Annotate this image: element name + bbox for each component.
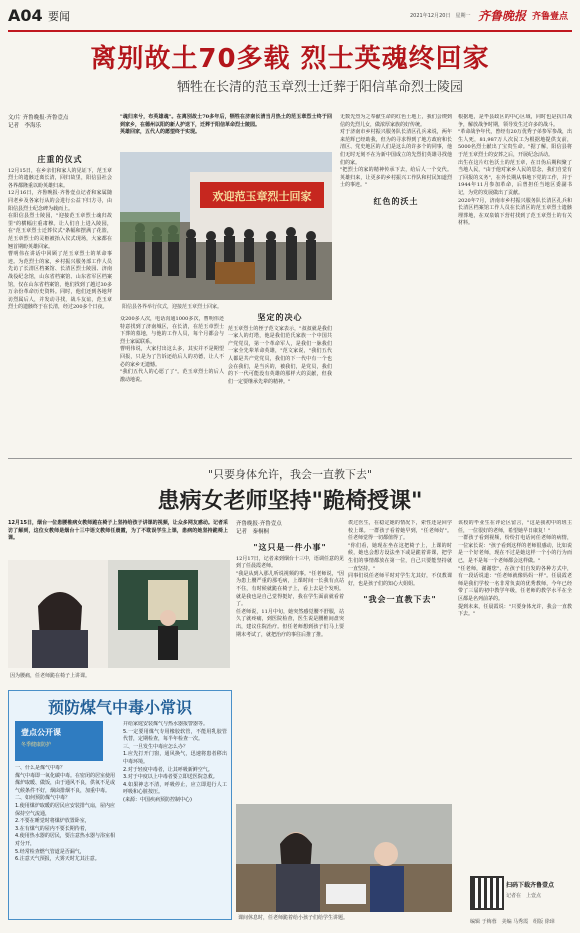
story1-photo-caption: 阳信县各界举行仪式，迎接范玉章烈士回家。 — [122, 304, 223, 310]
qr-code[interactable] — [470, 876, 504, 910]
story2-col1-text: 12月17日，记者来到烟台十三中，语调任意的见到了任晨霞老师。 "我是从到入那儿听说视频的事。"任老师说，"因为患上腰严重的那毛病，上课时间一长我有点站不住，有时候就跪在椅子上，看上去是个发明。就是我也是自己觉得挺好，我在学生面前就看着了。 任老师说，11月中旬，她突然感觉腰不舒服，站久了就疼痛，到医院检查，医生说是腰椎间盘突出，建议住院治疗。但任老师想到孩子们马上要期末考试了，就把治疗的事往后推了推。 — [236, 555, 344, 638]
banner-text: 欢迎范玉章烈士回家 — [212, 190, 312, 203]
header-divider — [8, 30, 572, 32]
story1-subhead-2: 坚定的决心 — [257, 313, 303, 322]
story1-col2: 众200多人次，电话沟通1000多次，曹明伟还特意找到了济南城区，在长清，在范玉章烈士下葬的墓地，与他的工作人员，每个月都会与烈士家属联系。 曹明伟说，大家付出这么多，其实并不是期望回报，只是为了告诉还给后人的功德，让人不必的家乡无遗憾。 "我们五代人的心愿了了"。范玉章烈士的后人激动地说。 — [120, 316, 224, 383]
qr-caption: 扫码下载齐鲁壹点 — [506, 882, 555, 889]
story1-col1-text: 12月15日，在乡亲们和家人的见证下，范玉章烈士的遗骸迁离长清，回归故里，阳信县社会各界都隆重以盼英雄归来。 12月16日，齐鲁晚报·齐鲁壹点记者和家属随同老乡及各家行从的会进行公益下归方寻，由阳信县烈士纪念碑为载而上。 在阳信县烈士陵园，"迎接范玉章烈士魂归故里"的横幅庄重肃穆。让人们自上进入陵园，在"范玉章烈士迁葬仪式"条幅和摆满了花篮，范玉章烈士的灵柩被抬入仪式现场，大家都在翘首期盼英雄回家。 曹明伟在讲话中回顾了范玉章烈士的革命事迹。为范烈士的家，乡村振兴服务部工作人员先访了长清区档案馆、长清区烈士陵园、济南战役纪念馆，山东省档案馆、山东省军区档案馆，仅在山东省档案馆，他们找到了越过30多万余份革命历史资料。同时，他们还到各地拜访烈属后人，并发动寻找，战斗友谊，范玉章烈士的遗骸终于在长清，经过200多个日夜。 — [8, 167, 112, 311]
story2-photo2-caption: 课间休息时，任老师跪着给小孩子们给学生讲题。 — [238, 915, 349, 921]
classroom-photo-illustration — [236, 804, 452, 912]
story2-byline: 齐鲁晚报·齐鲁壹点 记者 秦桐桐 — [236, 521, 282, 535]
story1-photo — [120, 152, 332, 300]
story1-title: 离别故土70多载 烈士英魂终回家 — [90, 44, 490, 74]
story1-col5: 根据地，是毕县政区的中心区域，同时也是抗日战争，解放战争时期，领导发生过许多的战斗。 "革命战争年代，曾经有20万优秀子弟参军参战，出生人死，81,987万人次民工为根据地提供支前，5000名烈士献出了宝贵生命。"据了解，阳信县将于范玉章烈士的安葬之后，开展纪念活动。 出生在这片红色沃土的范玉章，在日伪后期积聚了当地人民，"由于他对家乡人民的思念，我们自觉有了回报的义务"，在外长期从事地下党的工作，并于1944年11月参加革命，后曾担任当地区委副书记，为党的发展做出了贡献。 2020年7月，济南市乡村振兴服务队长清区孔兵和长清区档案馆工作人员在长清区的范玉章烈士遗骸埋葬地，在双泉镇下营村找到了范玉章烈士的有关材料。 — [458, 114, 572, 227]
page-code: A04 — [8, 6, 43, 25]
story1-col4 — [340, 114, 452, 452]
story2-subhead-1: "这只是一件小事" — [253, 543, 327, 552]
story1-col3-text: 范玉章烈士的侄子范文家表示，"叔叔就是我们一家人的灯塔，他是我们范氏家族一个中国共产党党员，第一个革命军人，是我们一脉我们一家全先辈革命英雄，"范文家说，"我们五代人都是共产党党员，我们的下一代中有一个也会在我们，是当兵的，被我们，是党员，我们的下一代可能没有英雄的那样大的贡献，但我们一定要继承先辈的精神。" — [228, 325, 332, 385]
story3-text2: 并给家庭安装煤气与热水器报警器等。 5.一定要用煤气专用橡胶软管，不能用乳胶管代替，定期检查，每半年检查一次。 三、一旦发生中毒应怎么办？ 1.应先打开门窗，通风换气，迅速将患者移出中毒环境。 2.对于轻度中毒者，让其呼吸新鲜空气。 3.对于中度以上中毒者要立即送医院急救。 4.如果神志不清，呼吸停止，应立即进行人工呼吸和心脏按压。 (来源：中国疾病预防控制中心) — [123, 721, 227, 803]
teacher-photo-illustration — [8, 560, 230, 668]
story1-lead: "魂归来兮，布英雄魂"。在离别故土70多年后，牺牲在济南长清当月热土的范玉章烈士终于回到家乡，在德州以阳的新人护送下，迁葬于阳信革命烈士陵园。 英雄回家，五代人的愿望终于实现。 — [120, 114, 332, 136]
story2-photo — [8, 560, 230, 668]
story3-box — [8, 690, 232, 920]
ceremony-photo-illustration — [120, 152, 332, 300]
story2-photo2 — [236, 804, 452, 912]
story3-badge — [15, 721, 103, 761]
story1-subhead-3: 红色的沃土 — [373, 196, 419, 206]
story2-lead: 12月15日，烟台一位患腰椎病女教师跪在椅子上坚持给孩子讲课的视频，让众多网友感动。记者采访了解到，这位女教师是烟台十三中语文教师任晨霞，为了不耽误学生上课，患病的她坚持跪椅上课。 — [8, 520, 228, 542]
story2-kicker: "只要身体允许，我会一直教下去" — [207, 468, 373, 481]
story2-col3: 该校的毕业生在评论区留言，"这是我初中的班主任，一位很好的老师，希望她早日康复！" 一群孩子看到视频，纷纷打电话问任老师的病情，一位家长说："孩子看到这样的老师很感动，比如说是一个好老师，现在不过是她这样一个小的行为而已，是不是每一个老师都会这样做。" "任老师，谢谢您"，在孩子们自发的各种方式中，有一段话说道："任老师就像妈妈一样"。任晨霞老师是我们学校一名非常负责的优秀教师，今年已经带了三届的初中教学年级，任老师的教学水平在全区都是名列前茅的。 提到未来，任晨霞说："只要身体允许，我会一直教下去。" — [458, 520, 572, 618]
story3-title: 预防煤气中毒小常识 — [47, 698, 192, 717]
story1-subtitle: 牺牲在长清的范玉章烈士迁葬于阳信革命烈士陵园 — [176, 80, 463, 95]
story3-badge-sub: 冬季健康防护 — [21, 742, 52, 748]
story3-badge-text: 壹点公开课 — [21, 728, 61, 737]
story2-title: 患病女老师坚持"跪椅授课" — [157, 489, 423, 514]
story2-subhead-2: "我会一直教下去" — [363, 595, 437, 605]
story1-col3 — [228, 310, 332, 452]
story3-text: 一、什么是煤气中毒？ 煤气中毒即一氧化碳中毒。在密闭的居室使用煤炉取暖、做饭，由于通风不良，供氧不足或气候条件不好，烟囱排烟不良，加重中毒。 二、如何预防煤气中毒？ 1.使用煤炉取暖的居民应安装排气扇，屋内应保持空气流通， 2.不要在睡觉时将煤炉放置卧室， 3.在有煤气的屋内不要长期待着， 4.使用热水器的居民，要注意热水器与浴室相对分开， 5.经常检查燃气管道是否漏气， 6.注意天气预报，大雾天时尤其注意。 — [15, 765, 115, 863]
story1-subhead-1: 庄重的仪式 — [37, 155, 83, 164]
story2-col2-text: 诶过医生，在稳定她的情况下，索性还是回学校上课。一群孩子看着她早到，"任老师好"。任老师觉得一切都值得了。 "你们看，她现在坐在这把椅子上，上课的时候，她也会想方设法坐下或是跪着讲课，把学生们的事情都放在第一位，自己只要能坚持就一直坚持。" 同事们说任老师平时对学生尤其好，不仅教课好，也是孩子们的知心大姐姐。 — [348, 520, 452, 587]
brand2-logo: 齐鲁壹点 — [532, 12, 569, 22]
page-header — [0, 0, 580, 30]
story2-photo-caption: 因为腰痛，任老师跪在椅子上讲课。 — [10, 673, 91, 679]
issue-date: 2021年12月20日 星期一 — [410, 13, 471, 19]
story1-col1 — [8, 152, 112, 452]
footer-credits: 编辑 于梅蓉 美编 马秀霞 组版 徐璋 — [470, 919, 555, 925]
section-name: 要闻 — [48, 10, 70, 23]
brand-logo: 齐鲁晚报 — [478, 9, 527, 23]
story-divider-1 — [8, 458, 572, 459]
story1-byline: 文/片 齐鲁晚报·齐鲁壹点 记者 李海乐 — [8, 115, 69, 129]
story1-col4-text: 无数先烈为之奉献生命的红色土地上，我们会锲到信的先烈儿女，做浓厚家族的好传统。 对于济南市乡村振兴服务队长清区孔兵来说，两年来范辉已经助我，但为的寻求得到了地方政府和长清区、党史地区的人们是这么的许多个的同事，他们无时无刻不在为新中国成立的先烈们英雄寻找他们的家。 "把烈士的家的精神传承下去，给后人一个交代。英雄归来，让更多的乡村振兴工作队和村民知道烈士的事迹。" — [340, 114, 452, 189]
qr-sub: 记者在 上壹点 — [506, 893, 542, 899]
